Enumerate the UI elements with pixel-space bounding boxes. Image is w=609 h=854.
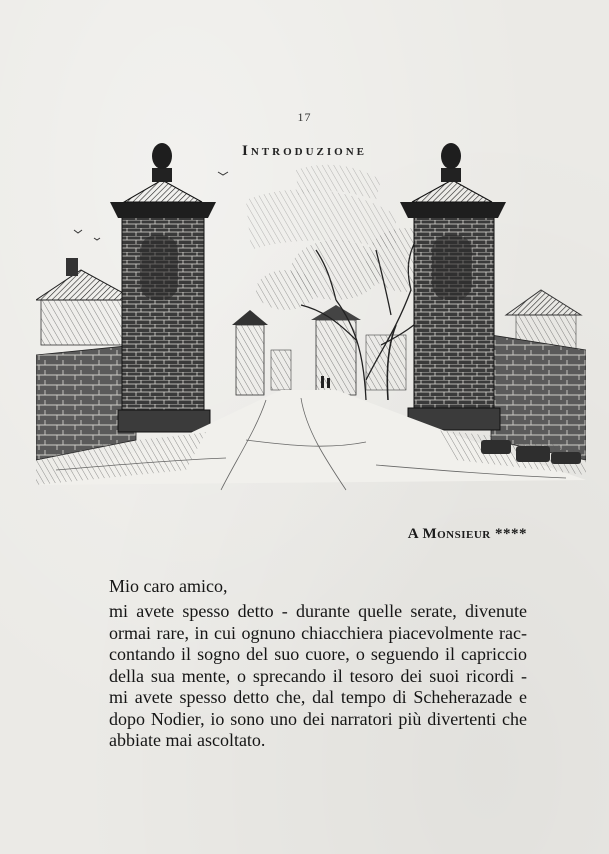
letter-line: della sua mente, o sprecando il tesoro dei suoi ricordi -: [109, 665, 527, 686]
page-number: 17: [297, 110, 312, 124]
engraving-gateway-icon: [36, 140, 586, 510]
letter-line: abbiate mai ascoltato.: [109, 730, 266, 750]
letter-line: mi avete spesso detto che, dal tempo di Scheherazade e: [109, 687, 527, 707]
letter-line: dopo Nodier, io sono uno dei narratori più divertenti che: [109, 708, 527, 729]
letter-line: contando il sogno del suo cuore, o seguendo il capriccio: [109, 644, 527, 664]
salutation: Mio caro amico,: [109, 576, 228, 596]
running-head: Introduzione: [242, 143, 367, 159]
dedication: A Monsieur ****: [407, 526, 527, 542]
letter-body: [109, 601, 527, 752]
letter-line: ormai rare, in cui ognuno chiacchiera piacevolmente rac-: [109, 622, 527, 643]
letter-line: mi avete spesso detto - durante quelle serate, divenute: [109, 601, 527, 621]
